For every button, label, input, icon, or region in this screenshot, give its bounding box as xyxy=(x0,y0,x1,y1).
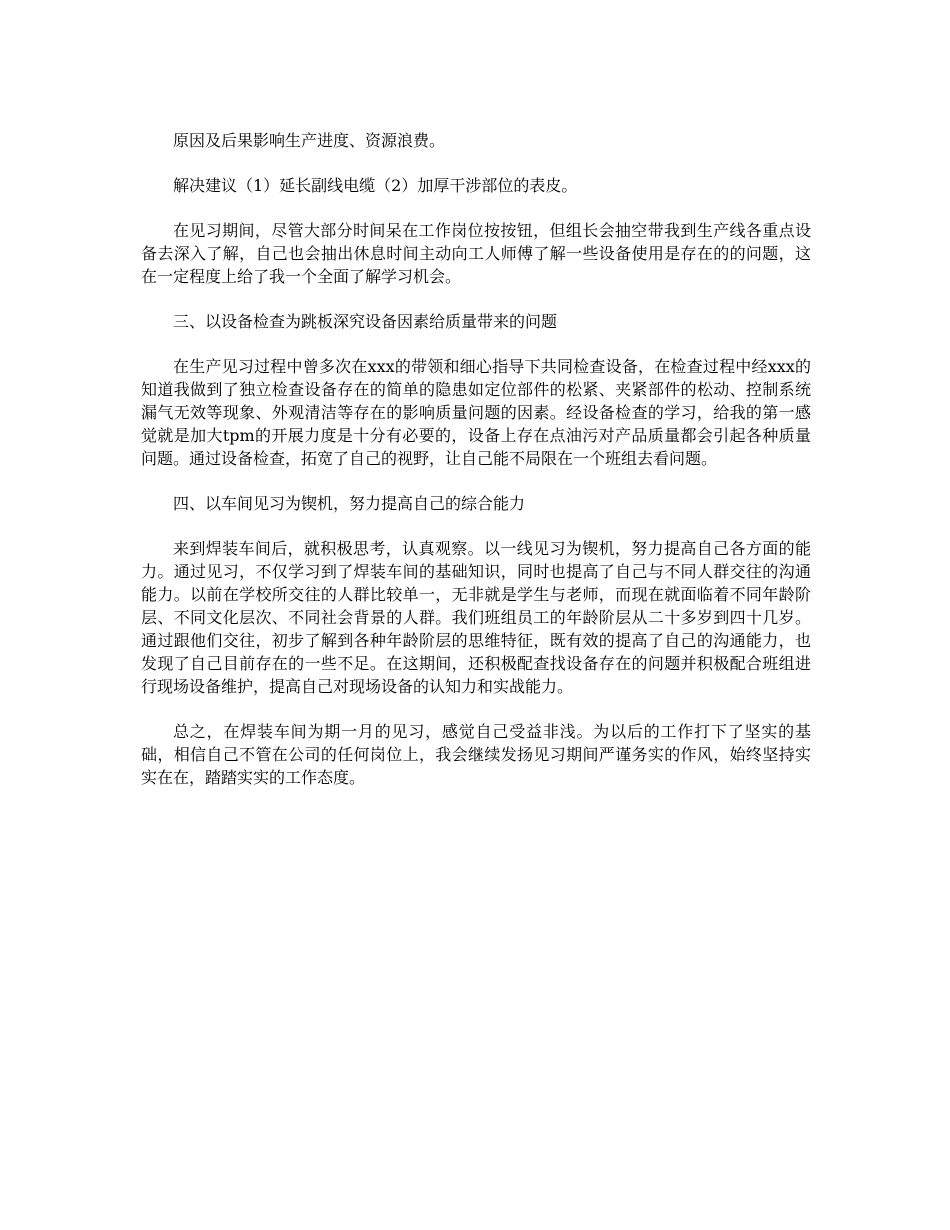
paragraph-suggestion: 解决建议（1）延长副线电缆（2）加厚干涉部位的表皮。 xyxy=(173,176,578,195)
section-heading-equipment-inspection: 三、以设备检查为跳板深究设备因素给质量带来的问题 xyxy=(173,312,558,331)
paragraph-workshop-internship: 来到焊装车间后，就积极思考，认真观察。以一线见习为锲机，努力提高自己各方面的能力。通过见习，不仅学习到了焊装车间的基础知识，同时也提高了自己与不同人群交往的沟通能力。以前在学校所交往的人群比较单一，无非就是学生与老师，而现在就面临着不同年龄阶层、不同文化层次、不同社会背景的人群。我们班组员工的年龄阶层从二十多岁到四十几岁。通过跟他们交往，初步了解到各种年龄阶层的思维特征，既有效的提高了自己的沟通能力，也发现了自己目前存在的一些不足。在这期间，还积极配查找设备存在的问题并积极配合班组进行现场设备维护，提高自己对现场设备的认知力和实战能力。 xyxy=(141,539,811,696)
paragraph-conclusion: 总之，在焊装车间为期一月的见习，感觉自己受益非浅。为以后的工作打下了坚实的基础，相信自己不管在公司的任何岗位上，我会继续发扬见习期间严谨务实的作风，始终坚持实实在在，踏踏实实的工作态度。 xyxy=(141,722,811,787)
paragraph-internship-period: 在见习期间，尽管大部分时间呆在工作岗位按按钮，但组长会抽空带我到生产线各重点设备去深入了解，自己也会抽出休息时间主动向工人师傅了解一些设备使用是存在的的问题，这在一定程度上给了我一个全面了解学习机会。 xyxy=(141,221,811,286)
document-body xyxy=(141,129,811,811)
section-heading-workshop-internship: 四、以车间见习为锲机，努力提高自己的综合能力 xyxy=(173,494,526,513)
paragraph-equipment-inspection: 在生产见习过程中曾多次在xxx的带领和细心指导下共同检查设备，在检查过程中经xxx的知道我做到了独立检查设备存在的简单的隐患如定位部件的松紧、夹紧部件的松动、控制系统漏气无效等现象、外观清洁等存在的影响质量问题的因素。经设备检查的学习，给我的第一感觉就是加大tpm的开展力度是十分有必要的，设备上存在点油污对产品质量都会引起各种质量问题。通过设备检查，拓宽了自己的视野，让自己能不局限在一个班组去看问题。 xyxy=(141,357,811,468)
paragraph-cause-effect: 原因及后果影响生产进度、资源浪费。 xyxy=(173,131,446,150)
